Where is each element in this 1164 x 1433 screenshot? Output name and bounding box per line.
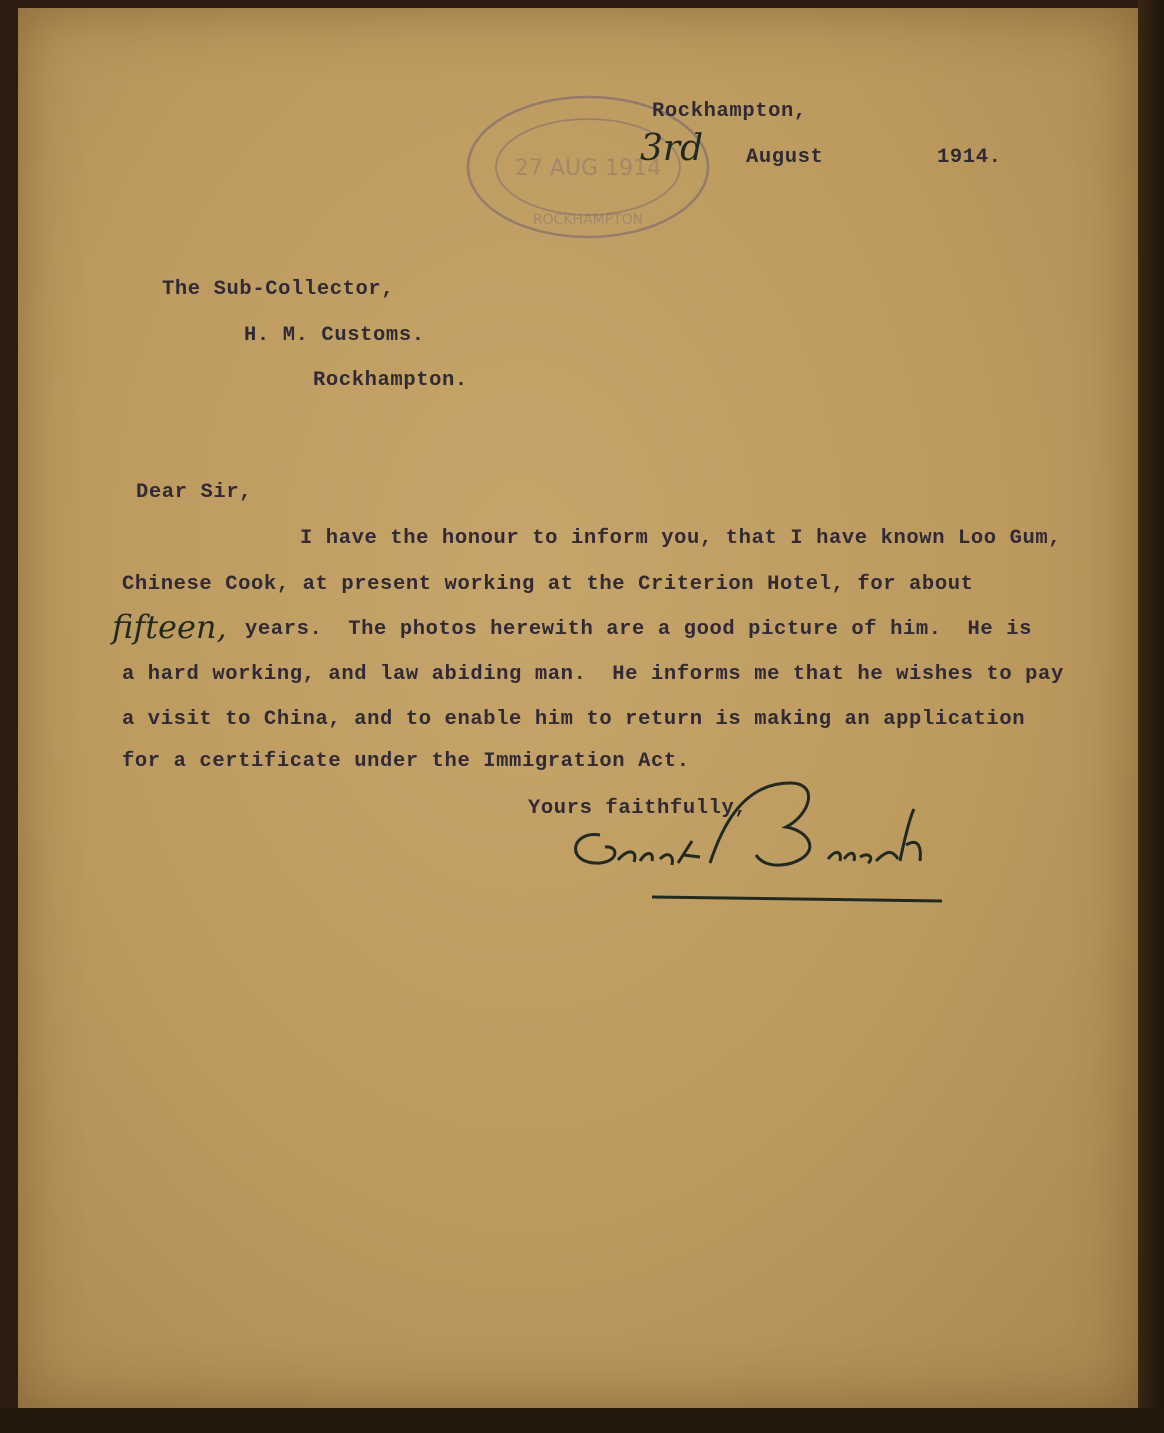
- body-line-3: years. The photos herewith are a good picture of him. He is: [245, 618, 1033, 641]
- handwritten-fifteen: fifteen,: [112, 608, 227, 646]
- signature-icon: [560, 775, 980, 915]
- letter-year: 1914.: [937, 146, 1002, 169]
- body-line-6: for a certificate under the Immigration Act.: [122, 750, 690, 773]
- closing: Yours faithfully,: [528, 797, 748, 820]
- page-edge-bottom: [0, 1408, 1164, 1433]
- letter-place: Rockhampton,: [652, 100, 807, 123]
- recipient-line-2: H. M. Customs.: [244, 324, 425, 347]
- page-edge: [1138, 0, 1164, 1433]
- salutation: Dear Sir,: [136, 481, 253, 504]
- letter-day: 3rd: [640, 128, 704, 169]
- letter-month: August: [746, 146, 824, 169]
- recipient-line-3: Rockhampton.: [313, 369, 468, 392]
- body-line-1: I have the honour to inform you, that I have known Loo Gum,: [300, 527, 1062, 550]
- body-line-4: a hard working, and law abiding man. He informs me that he wishes to pay: [122, 663, 1064, 686]
- body-line-2: Chinese Cook, at present working at the Criterion Hotel, for about: [122, 573, 974, 596]
- svg-text:27 AUG 1914: 27 AUG 1914: [514, 156, 662, 181]
- recipient-line-1: The Sub-Collector,: [162, 278, 395, 301]
- svg-text:ROCKHAMPTON: ROCKHAMPTON: [532, 212, 644, 228]
- body-line-5: a visit to China, and to enable him to return is making an application: [122, 708, 1026, 731]
